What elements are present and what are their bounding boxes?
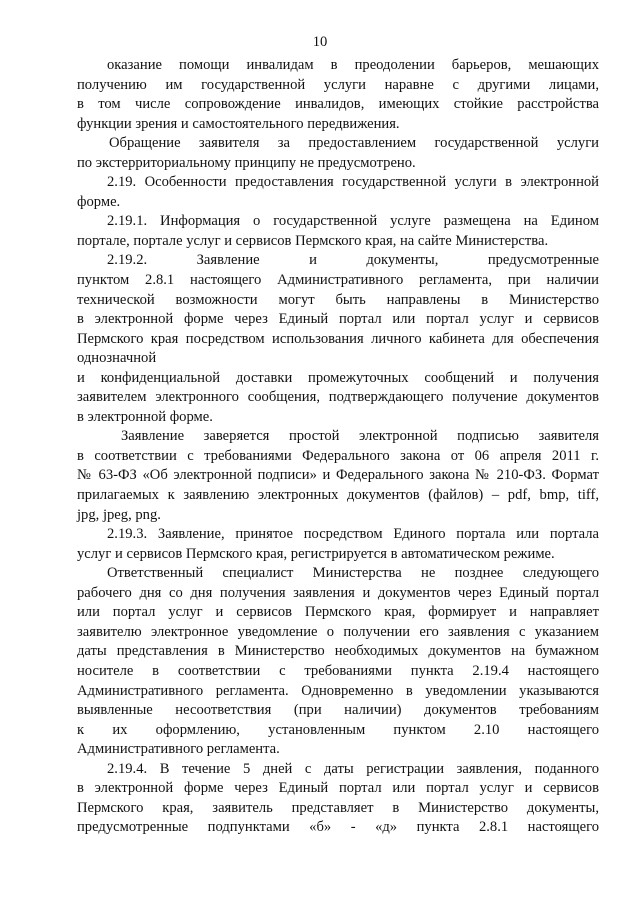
text-line: оказание помощи инвалидам в преодолении барьеров, мешающих [107, 57, 599, 73]
text-line: носителе в соответствии с требованиями пункта 2.19.4 настоящего [77, 662, 599, 679]
text-line: выявленные несоответствия (при наличии) документов требованиям [77, 702, 599, 719]
text-line: в том числе сопровождение инвалидов, имеющих стойкие расстройства [77, 96, 599, 113]
text-line: Административного регламента. Одновременно в уведомлении указываются [77, 682, 599, 699]
text-line: 2.19. Особенности предоставления государственной услуги в электронной [107, 174, 599, 191]
page-number: 10 [312, 34, 328, 50]
text-line: портале, портале услуг и сервисов Пермского края, на сайте Министерства. [77, 232, 549, 249]
text-line: пунктом 2.8.1 настоящего Административного регламента, при наличии [77, 272, 599, 289]
text-line: однозначной [77, 350, 157, 367]
text-line: в соответствии с требованиями Федерального закона от 06 апреля 2011 г. [77, 447, 599, 464]
text-line: 2.19.4. В течение 5 дней с даты регистрации заявления, поданного [107, 760, 599, 777]
text-line: функции зрения и самостоятельного передвижения. [77, 115, 400, 132]
text-line: прилагаемых к заявлению электронных документов (файлов) – pdf, bmp, tiff, [77, 487, 599, 504]
body-text [77, 56, 599, 838]
text-line: 2.19.2. Заявление и документы, предусмотренные [107, 252, 599, 269]
text-line: в электронной форме через Единый портал или портал услуг и сервисов [77, 311, 599, 328]
text-line: форме. [77, 193, 121, 210]
text-line: Ответственный специалист Министерства не позднее следующего [107, 565, 599, 582]
text-line: jpg, jpeg, png. [77, 506, 161, 523]
text-line: технической возможности могут быть направлены в Министерство [77, 291, 599, 308]
text-line: Обращение заявителя за предоставлением государственной услуги [109, 135, 599, 152]
text-line: и конфиденциальной доставки промежуточных сообщений и получения [77, 369, 599, 386]
text-line: Административного регламента. [77, 741, 280, 758]
text-line: № 63-ФЗ «Об электронной подписи» и Федерального закона № 210-ФЗ. Формат [77, 467, 599, 484]
text-line: Заявление заверяется простой электронной подписью заявителя [121, 428, 599, 445]
text-line: рабочего дня со дня получения заявления и документов через Единый портал [77, 584, 599, 601]
text-line: 2.19.3. Заявление, принятое посредством Единого портала или портала [107, 526, 599, 543]
text-line: или портал услуг и сервисов Пермского края, формирует и направляет [77, 604, 599, 621]
text-line: заявителем электронного сообщения, подтверждающего получение документов [77, 389, 599, 406]
text-line: заявителю электронное уведомление о получении его заявления с указанием [77, 623, 599, 640]
text-line: в электронной форме через Единый портал или портал услуг и сервисов [77, 780, 599, 797]
text-line: 2.19.1. Информация о государственной услуге размещена на Едином [107, 213, 599, 230]
text-line: в электронной форме. [77, 408, 213, 425]
text-line: услуг и сервисов Пермского края, регистрируется в автоматическом режиме. [77, 545, 555, 562]
text-line: даты представления в Министерство необходимых документов на бумажном [77, 643, 599, 660]
text-line: по экстерриториальному принципу не предусмотрено. [77, 154, 416, 171]
text-line: предусмотренные подпунктами «б» - «д» пункта 2.8.1 настоящего [77, 819, 599, 836]
text-line: Пермского края посредством использования личного кабинета для обеспечения [77, 330, 599, 347]
text-line: получению им государственной услуги наравне с другими лицами, [77, 76, 599, 93]
text-line: к их оформлению, установленным пунктом 2.10 настоящего [77, 721, 599, 738]
text-line: Пермского края, заявитель представляет в Министерство документы, [77, 799, 599, 816]
